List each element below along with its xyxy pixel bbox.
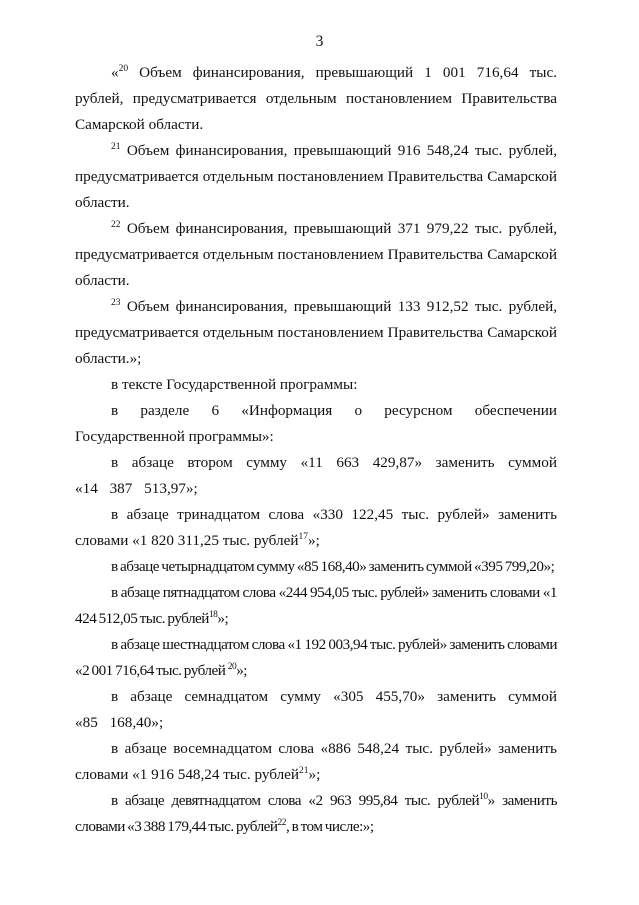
paragraph-abzats-19 — [75, 788, 557, 840]
document-body — [75, 60, 557, 840]
page-number: 3 — [315, 33, 324, 50]
text-run: в абзаце девятнадцатом слова «2 963 995,84 тыс. рублей — [111, 792, 480, 809]
footnote-ref: 20 — [227, 662, 237, 672]
footnote-text: Объем финансирования, превышающий 133 912,52 тыс. рублей, предусматривается отдельным постановлением Правительства Самарской области.»; — [75, 298, 557, 367]
text-run: , в том числе:»; — [286, 818, 374, 835]
text-run: »; — [308, 766, 321, 783]
paragraph-abzats-15 — [75, 580, 557, 632]
text-run: в абзаце пятнадцатом слова «244 954,05 тыс. рублей» заменить словами «1 424 512,05 тыс. рублей — [75, 584, 557, 627]
footnote-mark: 20 — [118, 64, 129, 74]
footnote-20 — [75, 60, 557, 138]
text-run: »; — [236, 662, 248, 679]
footnote-23 — [75, 294, 557, 372]
footnote-22 — [75, 216, 557, 294]
paragraph-abzats-16 — [75, 632, 557, 684]
text-run: в абзаце восемнадцатом слова «886 548,24 тыс. рублей» заменить словами «1 916 548,24 тыс. рублей — [75, 740, 557, 783]
paragraph-abzats-18 — [75, 736, 557, 788]
footnote-mark: 23 — [111, 298, 121, 308]
footnote-text: Объем финансирования, превышающий 1 001 716,64 тыс. рублей, предусматривается отдельным постановлением Правительства Самарской области. — [75, 64, 557, 133]
footnote-text: Объем финансирования, превышающий 916 548,24 тыс. рублей, предусматривается отдельным постановлением Правительства Самарской области. — [75, 142, 557, 211]
footnote-text: Объем финансирования, превышающий 371 979,22 тыс. рублей, предусматривается отдельным постановлением Правительства Самарской области. — [75, 220, 557, 289]
paragraph-section-6: в разделе 6 «Информация о ресурсном обеспечении Государственной программы»: — [75, 402, 557, 445]
footnote-mark: 22 — [111, 220, 121, 230]
paragraph-program-text: в тексте Государственной программы: — [111, 376, 358, 393]
footnote-ref: 18 — [208, 610, 218, 620]
footnote-21 — [75, 138, 557, 216]
paragraph-abzats-2: в абзаце втором сумму «11 663 429,87» заменить суммой «14 387 513,97»; — [75, 454, 557, 497]
footnote-mark: 21 — [111, 142, 121, 152]
paragraph-abzats-17: в абзаце семнадцатом сумму «305 455,70» заменить суммой «85 168,40»; — [75, 688, 557, 731]
paragraph-abzats-13 — [75, 502, 557, 554]
footnote-prefix: « — [111, 64, 119, 81]
text-run: в абзаце тринадцатом слова «330 122,45 тыс. рублей» заменить словами «1 820 311,25 тыс. рублей — [75, 506, 557, 549]
footnote-ref: 22 — [277, 818, 287, 828]
footnote-ref: 17 — [298, 532, 308, 542]
text-run: в абзаце шестнадцатом слова «1 192 003,94 тыс. рублей» заменить словами «2 001 716,64 тыс. рублей — [75, 636, 557, 679]
footnote-ref: 10 — [479, 792, 488, 802]
paragraph-abzats-14: в абзаце четырнадцатом сумму «85 168,40» заменить суммой «395 799,20»; — [111, 558, 555, 575]
text-run: » заменить словами «3 388 179,44 тыс. рублей — [75, 792, 557, 835]
text-run: »; — [217, 610, 229, 627]
text-run: »; — [307, 532, 320, 549]
footnote-ref: 21 — [299, 766, 309, 776]
